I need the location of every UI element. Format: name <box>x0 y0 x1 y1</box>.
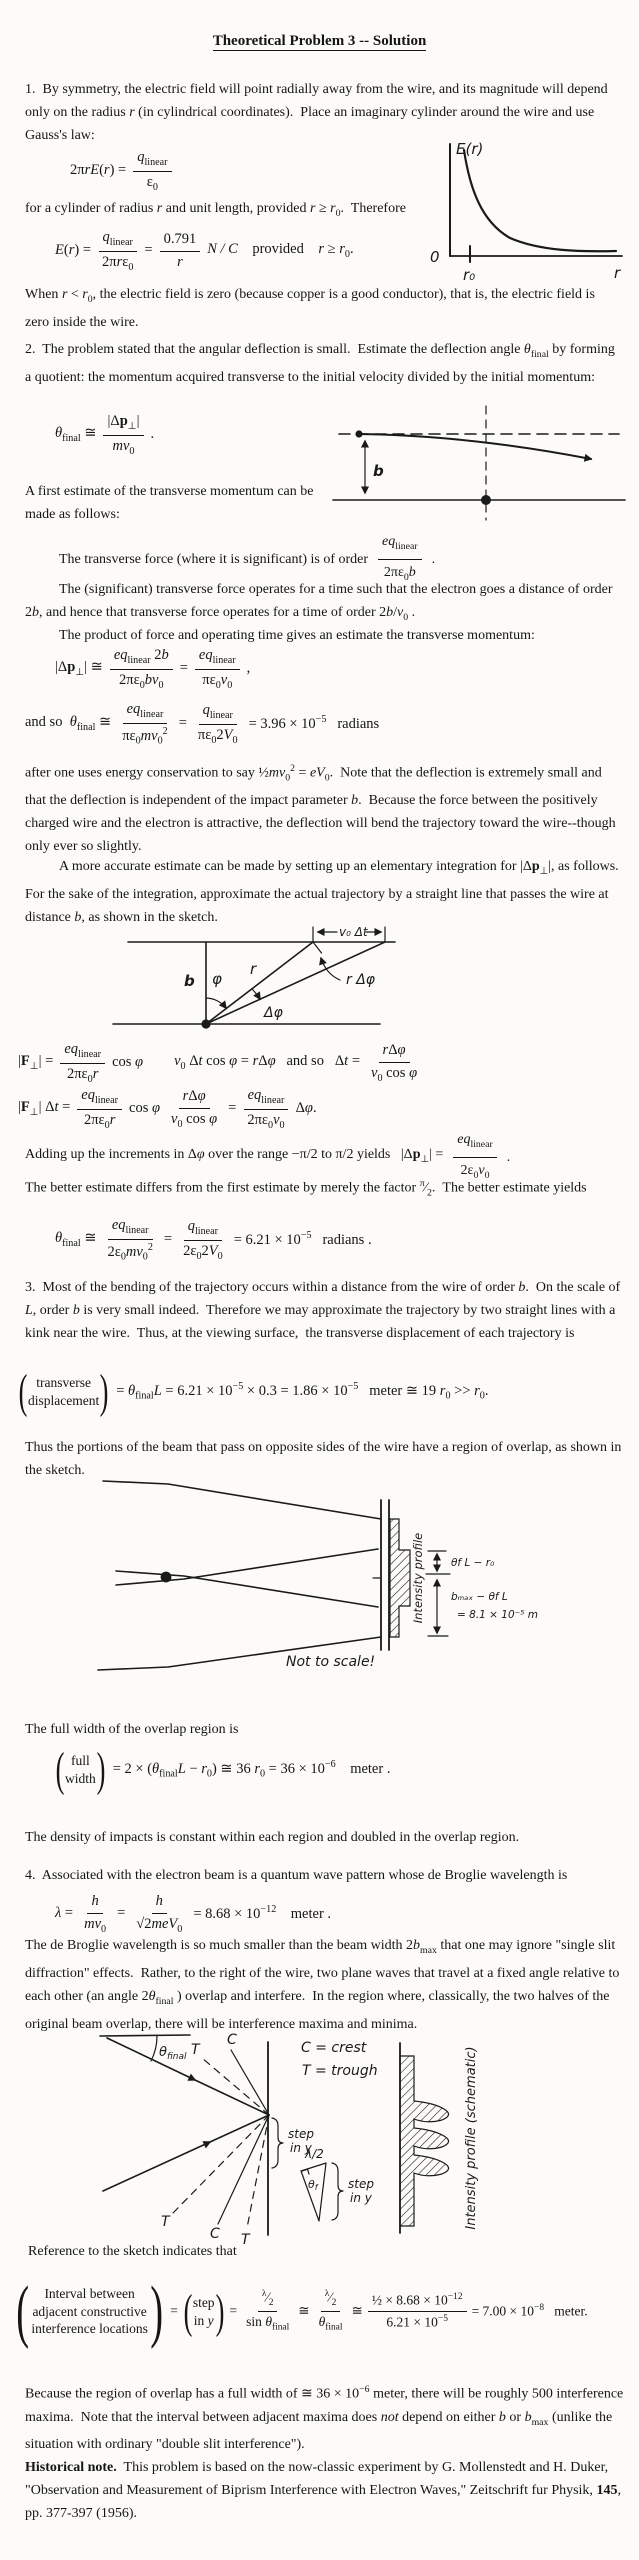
efield-graph <box>418 138 636 303</box>
step-label-2b: in y <box>350 2191 372 2205</box>
fraction: $\frac{\text{rΔφ}}{v_0 \cos \varphi}$ <box>371 1042 418 1084</box>
trough-lower-line-2 <box>247 2115 269 2228</box>
paren-group: ( step in y ) <box>183 2284 224 2338</box>
wavelength-triangle <box>301 2163 326 2221</box>
not-to-scale-label: Not to scale! <box>286 1654 376 1670</box>
equation-interval <box>14 2273 588 2350</box>
eq-mid: cos φ <box>129 1100 161 1117</box>
rdphi-leader-arrow <box>321 958 340 980</box>
eq-lhs: $\theta_{final}$ ≅ <box>55 425 97 445</box>
paren-group: ( transverse displacement ) <box>18 1365 109 1418</box>
fraction: $\frac{eq_{linear}}{2\pi\varepsilon_0r}$ <box>77 1086 122 1132</box>
fraction: $\frac{eq_{linear}}{2\pi\varepsilon_0r}$ <box>60 1040 105 1086</box>
eq-mid: cos φ <box>112 1054 144 1071</box>
eq-mid: $v_0$ Δt cos φ = rΔφ and so Δt = <box>174 1053 360 1073</box>
fraction: $\frac{\frac{1}{2} \times 8.68 \times 10^{-12}}{6.21 \times 10^{-5}}$ <box>368 2291 467 2331</box>
fraction: $\frac{eq_{linear}}{2\pi\varepsilon_0v_0}$ <box>243 1086 288 1132</box>
upper-inner-ray <box>116 1571 378 1607</box>
equals-sign: = <box>144 242 153 259</box>
lower-ray-arrow <box>103 2142 210 2191</box>
intensity-profile-shape <box>390 1519 410 1637</box>
eq-tail: Δφ. <box>295 1100 317 1117</box>
fraction: $\frac{eq_{linear}}{2\pi\varepsilon_0b}$ <box>378 530 422 589</box>
paragraph-first-estimate: A first estimate of the transverse momentum can be made as follows: <box>25 484 314 522</box>
trough-label-upper: T <box>191 2042 200 2058</box>
integration-sketch <box>88 922 518 1057</box>
crest-legend: C = crest <box>301 2040 367 2056</box>
step-label-1b: in y <box>290 2141 312 2155</box>
theta-final-arc <box>151 2036 157 2061</box>
fraction: $\frac{h}{√2meV_0}$ <box>136 1893 183 1935</box>
crest-label-lower: C <box>210 2226 220 2242</box>
paragraph-section2-intro: 2. The problem stated that the angular deflection is small. Estimate the deflection angle $\theta_{final}$ by forming a quotient: the momentum acquired transverse to the initial velocity divided by the initial momentum: <box>25 342 615 385</box>
equation-force-1 <box>18 1040 421 1086</box>
fraction: $\frac{q_{linear}}{\pi\varepsilon_02V_0}$ <box>197 701 238 746</box>
crest-lower-line <box>218 2115 269 2224</box>
trajectory-curve <box>359 434 591 459</box>
paragraph-better-estimate: The better estimate differs from the first estimate by merely the factor $^\pi⁄_2$. The better estimate yields <box>25 1178 587 1199</box>
equation-transverse-displacement <box>18 1365 489 1418</box>
page-title: Theoretical Problem 3 -- Solution <box>212 33 427 49</box>
trough-label-lower-2: T <box>241 2232 250 2248</box>
theta-final-label: $\theta_{final}$ <box>159 2045 187 2062</box>
trough-label-lower: T <box>161 2214 170 2230</box>
intensity-profile-schematic-label: Intensity profile (schematic) <box>464 2046 479 2230</box>
trough-upper-line <box>202 2058 269 2115</box>
y-axis-label: E(r) <box>456 140 484 158</box>
fraction: $\frac{eq_{linear}}{\pi\varepsilon_0v_0}$ <box>195 646 240 692</box>
fraction: $\frac{eq_{linear} 2b}{2\pi\varepsilon_0bv_0}$ <box>110 646 173 692</box>
paragraph-historical-note: Historical note. This problem is based on the now-classic experiment by G. Mollenstedt and H. Duker, "Observation and Measurement of Biprism Interference with Electron Waves," Zeitschrift fur Physik, 145, pp. 377-397 (1956). <box>25 2460 621 2521</box>
half-wavelength-label: λ/2 <box>305 2147 324 2161</box>
fraction: $\frac{|\Delta p_\perp|}{mv_0}$ <box>103 412 143 458</box>
lower-inner-ray <box>116 1549 378 1585</box>
paragraph-product: The product of force and operating time gives an estimate the transverse momentum: <box>59 628 535 643</box>
paragraph-accurate-estimate: A more accurate estimate can be made by setting up an elementary integration for $|\Delta p_\perp|$, as follows. For the sake of the integration, approximate the actual trajectory by a straight line that passes the wire at distance b, as shown in the sketch. <box>25 859 623 925</box>
eq-result: = $2 \times (\theta_{final}L - r_0)$ ≅ 36 $r_0 = 36 \times 10^{-6}$ meter . <box>112 1758 391 1780</box>
equals-sign: = <box>163 1231 173 1248</box>
eq-lhs: $|\Delta p_\perp|$ ≅ <box>55 659 103 679</box>
eq-tail: , <box>246 660 251 677</box>
approx-sign: ≅ <box>351 2303 363 2319</box>
phi-arc <box>206 998 226 1008</box>
step-label-1a: step <box>288 2127 314 2141</box>
eq-result: = $\theta_{final}L = 6.21 \times 10^{-5} \times 0.3 = 1.86 \times 10^{-5}$ meter ≅ 19 $r_0 >> r_0$. <box>116 1380 489 1402</box>
reference-horizontal-line <box>100 2035 190 2036</box>
fraction: $\frac{^\lambda⁄_2}{\sin \theta_{final}}$ <box>246 2289 290 2333</box>
eq-lhs: 2πrE(r) = <box>70 162 127 179</box>
fraction: $\frac{q_{linear}}{2\varepsilon_02V_0}$ <box>183 1217 223 1262</box>
intensity-profile-label: Intensity profile <box>411 1532 425 1624</box>
trough-lower-line <box>173 2115 269 2213</box>
fraction: $\frac{0.791}{r}$ <box>160 230 201 272</box>
equals-sign: = <box>229 2303 238 2319</box>
fraction: $\frac{\text{rΔφ}}{v_0 \cos \varphi}$ <box>171 1088 218 1130</box>
eq-lhs: $|F_\perp|$ Δt = <box>18 1099 71 1119</box>
dphi-label: Δφ <box>264 1005 283 1021</box>
equals-sign: = <box>178 715 187 732</box>
paragraph-section3-intro: 3. Most of the bending of the trajectory occurs within a distance from the wire of order b. On the scale of L, order b is very small indeed. Therefore we may approximate the trajectory by two straight lines with a kink near the wire. Thus, at the viewing surface, the transverse displacement of each trajectory is <box>25 1280 621 1341</box>
eq-result: = $6.21 \times 10^{-5}$ radians . <box>233 1230 372 1249</box>
paragraph-energy-conservation: after one uses energy conservation to say $\frac{1}{2}mv_0^2 = eV_0$. Note that the deflection is extremely small and that the deflection is independent of the impact parameter b. Because the force between the positively charged wire and the electron is attractive, the deflection will bend the trajectory toward the wire--though only ever so slightly. <box>25 763 616 855</box>
dim-label-2b: = 8.1 × 10⁻⁵ m <box>457 1609 538 1621</box>
paragraph-section4-intro: 4. Associated with the electron beam is a quantum wave pattern whose de Broglie wavelength is <box>25 1868 568 1883</box>
origin-label: 0 <box>430 248 440 266</box>
eq-tail: . <box>150 426 155 443</box>
equals-sign: = <box>117 1905 126 1922</box>
rdphi-label: r Δφ <box>346 972 376 988</box>
fraction: $\frac{eq_{linear}}{2\varepsilon_0v_0}$ <box>453 1128 497 1187</box>
b-label: b <box>184 972 195 990</box>
step-label-2a: step <box>348 2177 374 2191</box>
equation-force-2 <box>18 1086 317 1132</box>
r-label: r <box>250 960 257 978</box>
eq-lhs: and so $\theta_{final}$ ≅ <box>25 714 112 734</box>
intensity-profile-schematic-shape <box>400 2056 449 2226</box>
paragraph-cylinder: for a cylinder of radius r and unit length, provided $r \ge r_0$. Therefore <box>25 201 406 219</box>
wire-dot <box>161 1572 172 1583</box>
paragraph-thus-overlap: Thus the portions of the beam that pass on opposite sides of the wire have a region of overlap, as shown in the sketch. <box>25 1440 622 1478</box>
paragraph-density: The density of impacts is constant within each region and doubled in the overlap region. <box>25 1830 520 1845</box>
wire-dot <box>481 495 491 505</box>
equation-full-width <box>55 1743 391 1796</box>
paragraph-adding-up: Adding up the increments in Δφ over the range −π/2 to π/2 yields $|\Delta p_\perp|$ = $\frac{eq_{linear}}{2\varepsilon_0v_0}$ . <box>25 1128 510 1187</box>
equals-sign: = <box>228 1100 237 1117</box>
crest-label-upper: C <box>227 2032 237 2048</box>
v0dt-label: v₀ Δt <box>339 925 368 939</box>
paragraph-transverse-force: The transverse force (where it is significant) is of order $\frac{eq_{linear}}{2\pi\varepsilon_0b}$ . <box>25 530 435 589</box>
lower-ray <box>210 2115 269 2142</box>
equals-sign: = <box>179 660 188 677</box>
dim-label-1: θf L − r₀ <box>451 1557 495 1569</box>
fraction: $\frac{eq_{linear}}{\pi\varepsilon_0mv_0^2}$ <box>122 701 168 747</box>
paragraph-symmetry: 1. By symmetry, the electric field will point radially away from the wire, and its magnitude will depend only on the radius r (in cylindrical coordinates). Place an imaginary cylinder around the wire and use Gauss's law: <box>25 82 608 143</box>
theta-f-label: θf <box>308 2178 318 2192</box>
equation-field <box>55 228 354 274</box>
eq-lhs: $\theta_{final}$ ≅ <box>55 1230 97 1250</box>
step-brace <box>272 2118 283 2168</box>
fraction: $\frac{h}{mv_0}$ <box>84 1893 107 1935</box>
equation-theta-first <box>55 412 154 458</box>
fraction: $\frac{q_{linear}}{\varepsilon_0}$ <box>133 148 171 194</box>
eq-result: = $7.00 \times 10^{-8}$ meter. <box>471 2303 588 2319</box>
paren-group: ( Interval between adjacent constructive interference locations ) <box>16 2273 163 2350</box>
upper-ray <box>195 2080 269 2115</box>
x-axis-label: r <box>614 264 621 282</box>
eq-lhs: $|F_\perp|$ = <box>18 1053 54 1073</box>
equation-de-broglie <box>55 1892 331 1936</box>
step-brace-2 <box>332 2163 343 2220</box>
paragraph-because: Because the region of overlap has a full width of ≅ $36 \times 10^{-6}$ meter, there will be roughly 500 interference maxima. Note that the interval between adjacent maxima does not depend on either b or $b_{max}$ (unlike the situation with ordinary "double slit interference"). <box>25 2384 624 2453</box>
paren-group: ( full width ) <box>55 1743 106 1796</box>
approx-sign: ≅ <box>298 2303 310 2319</box>
equation-delta-p <box>55 646 250 692</box>
equals-sign: = <box>170 2303 178 2319</box>
paragraph-full-width: The full width of the overlap region is <box>25 1722 239 1737</box>
dim-label-2a: bₘₐₓ − θf L <box>451 1591 508 1603</box>
equation-gauss-law <box>70 148 172 194</box>
efield-curve <box>464 150 616 251</box>
equation-theta-estimate <box>25 700 379 748</box>
paragraph-when: When $r < r_0$, the electric field is zero (because copper is a good conductor), that is, the electric field is zero inside the wire. <box>25 287 595 330</box>
eq-result: = $3.96 \times 10^{-5}$ radians <box>248 714 380 733</box>
dphi-arc <box>252 989 260 999</box>
fraction: $\frac{q_{linear}}{2\pi r\varepsilon_0}$ <box>98 228 137 274</box>
paragraph-de-broglie: The de Broglie wavelength is so much smaller than the beam width $2b_{max}$ that one may ignore "single slit diffraction" effects. Rather, to the right of the wire, two plane waves that travel at a fixed angle relative to each other (an angle $2\theta_{final}$ ) overlap and interfere. In the region where, classically, the two halves of the original beam overlap, there will be interference maxima and minima. <box>25 1938 620 2032</box>
impact-parameter-label: b <box>373 462 384 480</box>
fraction: $\frac{^\lambda⁄_2}{\theta_{final}}$ <box>318 2289 343 2333</box>
trough-legend: T = trough <box>302 2063 378 2079</box>
overlap-sketch <box>18 1470 630 1712</box>
eq-tail: N / C provided $r \ge r_0$. <box>207 241 354 261</box>
phi-label: φ <box>212 970 222 988</box>
fraction: $\frac{eq_{linear}}{2\varepsilon_0mv_0^2}$ <box>107 1217 153 1263</box>
upper-beam-boundary <box>103 1481 381 1519</box>
eq-lhs: λ = <box>55 1905 74 1922</box>
paragraph-significant-force: The (significant) transverse force operates for a time such that the electron goes a distance of order 2b, and hence that transverse force operates for a time of order $2b/v_0$ . <box>25 582 613 623</box>
r-dphi-segment <box>313 942 322 953</box>
equation-theta-better <box>55 1216 372 1264</box>
x-tick-label: r₀ <box>463 266 476 284</box>
paragraph-reference: Reference to the sketch indicates that <box>28 2244 237 2259</box>
eq-lhs: E(r) = <box>55 242 91 259</box>
eq-result: = $8.68 \times 10^{-12}$ meter . <box>193 1904 332 1923</box>
deflection-sketch <box>323 402 635 544</box>
